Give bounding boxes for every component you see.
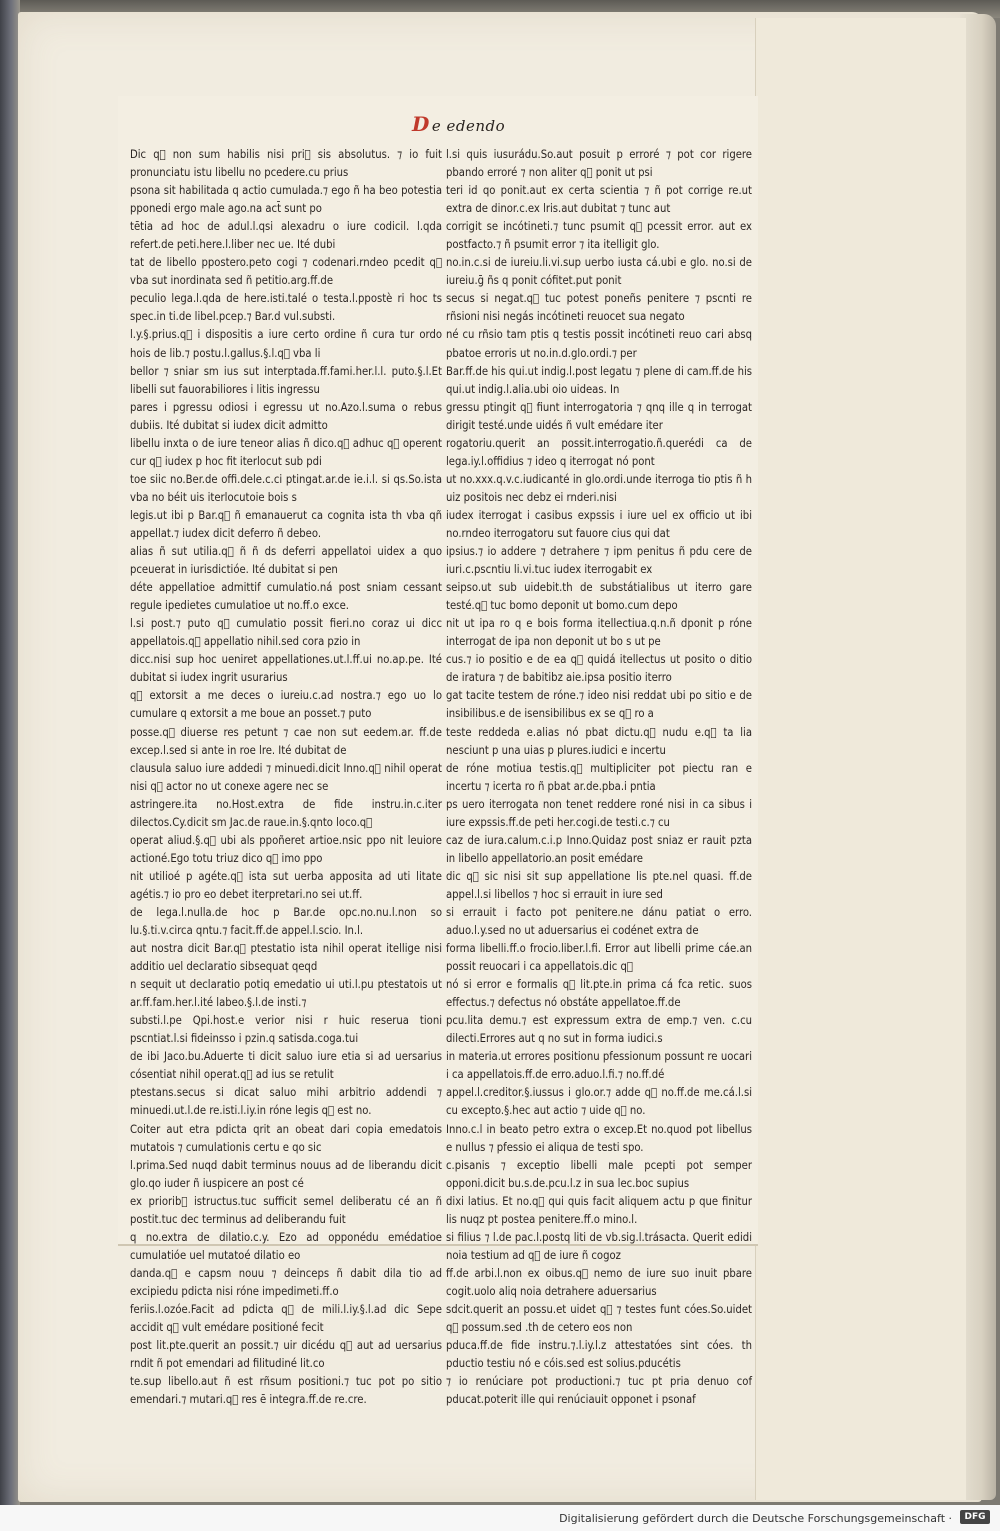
text-line: teri id qo ponit.aut ex certa scientia ⁊ ñ pot corrige re.ut extra de dinor.c.ex lris.aut dubitat ⁊ tunc aut (446, 184, 752, 216)
text-line: nó si error e formalis q᷒ lit.pte.in prima cá fca retic. suos effectus.⁊ defectus nó obstáte appellatoe.ff.de (446, 978, 752, 1010)
text-line: secus si negat.q᷒ tuc potest poneñs penitere ⁊ pscnti re rñsioni nisi negás incótineti reuocet sua negato (446, 292, 752, 324)
text-line: dixi latius. Et no.q᷒ qui quis facit aliquem actu p que finitur lis nuqz pt postea penitere.ff.o mino.l. (446, 1194, 752, 1226)
text-line: n sequit ut declaratio potiq emedatio ui uti.l.pu ptestatois ut ar.ff.fam.her.l.ité labeo.§.l.de insti.⁊ (130, 978, 442, 1010)
text-line: substi.l.pe Qpi.host.e verior nisi r huic reserua tioni pscntiat.l.si fideinsso i pzin.q satisda.coga.tui (130, 1014, 442, 1046)
text-line: Bar.ff.de his qui.ut indig.l.post legatu ⁊ plene di cam.ff.de his qui.ut indig.l.alia.ubi oio uideas. In (446, 364, 752, 396)
text-line: posse.q᷒ diuerse res petunt ⁊ cae non sut eedem.ar. ff.de excep.l.sed si ante in roe lre. Ité dubitat de (130, 725, 442, 757)
text-line: rogatoriu.querit an possit.interrogatio.ñ.querédi ca de lega.iy.l.offidius ⁊ ideo q iterrogat nó pont (446, 436, 752, 468)
text-line: iudex iterrogat i casibus expssis i iure uel ex officio ut ibi no.rndeo iterrogatoru sut fauore cius qui dat (446, 508, 752, 540)
text-line: ptestans.secus si dicat saluo mihi arbitrio addendi ⁊ minuedi.ut.l.de re.isti.l.iy.in róne legis q᷒ est no. (130, 1086, 442, 1118)
footer-credit: Digitalisierung gefördert durch die Deutsche Forschungsgemeinschaft · (559, 1512, 952, 1525)
scan-backdrop-left (0, 0, 20, 1505)
text-line: q᷒ extorsit a me deces o iureiu.c.ad nostra.⁊ ego uo lo cumulare q extorsit a me boue an posset.⁊ puto (130, 689, 442, 721)
right-text-column (446, 146, 752, 1409)
text-line: pares i pgressu odiosi i egressu ut no.Azo.l.suma o rebus dubiis. Ité dubitat si iudex dicit admitto (130, 400, 442, 432)
text-line: cus.⁊ io positio e de ea q᷒ quidá itellectus ut posito o ditio de iratura ⁊ de babitibz aie.ipsa positio iterro (446, 653, 752, 685)
text-line: gat tacite testem de róne.⁊ ideo nisi reddat ubi po sitio e de insibilibus.e de isensibilibus ex se q᷒ ro a (446, 689, 752, 721)
text-line: bellor ⁊ sniar sm ius sut interptada.ff.fami.her.l.l. puto.§.l.Et libelli sut fauorabiliores i litis ingressu (130, 364, 442, 396)
text-line: operat aliud.§.q᷒ ubi als ppoñeret artioe.nsic ppo nit leuiore actioné.Ego totu triuz dico q᷒ imo ppo (130, 833, 442, 865)
running-head-text: e edendo (431, 117, 506, 135)
text-line: danda.q᷒ e capsm nouu ⁊ deinceps ñ dabit dila tio ad excipiedu pdicta nisi róne impedimeti.ff.o (130, 1266, 442, 1298)
text-line: si errauit i facto pot penitere.ne dánu patiat o erro. aduo.l.y.sed no ut aduersarius ei codénet extra de (446, 905, 752, 938)
text-line: ff.de arbi.l.non ex oibus.q᷒ nemo de iure suo inuit pbare cogit.uolo aliq noia detrahere aduersarius (446, 1266, 752, 1298)
text-line: tētia ad hoc de adul.l.qsi alexadru o iure codicil. l.qda refert.de peti.here.l.liber nec ue. Ité dubi (130, 220, 442, 252)
text-line: psona sit habilitada q actio cumulada.⁊ ego ñ ha beo potestia pponedi ergo male ago.na act̄ sunt po (130, 184, 442, 216)
text-line: alias ñ sut utilia.q᷒ ñ ñ ds deferri appellatoi uidex a quo pceuerat in iurisdictióe. Ité dubitat si pen (130, 545, 442, 577)
text-line: astringere.ita no.Host.extra de fide instru.in.c.iter dilectos.Cy.dicit sm Jac.de raue.in.§.qnto loco.q᷒ (130, 797, 442, 829)
text-line: pduca.ff.de fide instru.⁊.l.iy.l.z attestatóes sint cóes. th pductio testiu nó e cóis.sed est solius.pducétis (446, 1339, 752, 1371)
text-line: peculio lega.l.qda de here.isti.talé o testa.l.ppostè ri hoc ts spec.in ti.de libel.pcep.⁊ Bar.d vul.substi. (130, 292, 442, 324)
text-line: déte appellatioe admittif cumulatio.ná post sniam cessant regule ipedietes cumulatioe ut no.ff.o exce. (130, 581, 442, 613)
text-line: l.si quis iusurádu.So.aut posuit p erroré ⁊ pot cor rigere pbando erroré ⁊ non aliter q᷒ ponit ut psi (446, 148, 752, 180)
text-line: te.sup libello.aut ñ est rñsum positioni.⁊ tuc pot po sitio emendari.⁊ mutari.q᷒ res ē integra.ff.de re.cre. (130, 1375, 442, 1407)
text-line: legis.ut ibi p Bar.q᷒ ñ emanauerut ca cognita ista th vba qñ appellat.⁊ iudex dicit deferro ñ debeo. (130, 508, 442, 540)
text-line: sdcit.querit an possu.et uidet q᷒ ⁊ testes funt cóes.So.uidet q᷒ possum.sed .th de cetero eos non (446, 1303, 752, 1335)
text-line: Inno.c.l in beato petro extra o excep.Et no.quod pot libellus e nullus ⁊ pfessio ei aliqua de testi spo. (446, 1122, 752, 1154)
text-line: ut no.xxx.q.v.c.iudicanté in glo.ordi.unde iterroga tio ptis ñ h uiz positois nec debz ei rnderi.nisi (446, 472, 752, 504)
text-line: corrigit se incótineti.⁊ tunc psumit q᷒ pcessit error. aut ex postfacto.⁊ ñ psumit error ⁊ ita itelligit glo. (446, 220, 752, 252)
text-line: ipsius.⁊ io addere ⁊ detrahere ⁊ ipm penitus ñ pdu cere de iuri.c.pscntiu li.vi.tuc iudex iterrogabit ex (446, 545, 752, 577)
text-line: appel.l.creditor.§.iussus i glo.or.⁊ adde q᷒ no.ff.de me.cá.l.si cu excepto.§.hec aut actio ⁊ uide q᷒ no. (446, 1086, 752, 1118)
text-line: dic q᷒ sic nisi sit sup appellatione lis pte.nel quasi. ff.de appel.l.si libellos ⁊ hoc si errauit in iure sed (446, 869, 752, 901)
text-line: de lega.l.nulla.de hoc p Bar.de opc.no.nu.l.non so lu.§.ti.v.circa qntu.⁊ facit.ff.de appel.l.scio. In.l. (130, 905, 442, 938)
text-line: in materia.ut errores positionu pfessionum possunt re uocari i ca appellatois.ff.de erro.aduo.l.fi.⁊ no.ff.dé (446, 1050, 752, 1082)
text-line: si filius ⁊ l.de pac.l.postq liti de vb.sig.l.trásacta. Querit edidi noia testium ad q᷒ de iure ñ cogoz (446, 1230, 752, 1262)
text-line: Dic q᷒ non sum habilis nisi pri᷒ sis absolutus. ⁊ io fuit pronunciatu istu libellu no pcedere.cu prius (130, 148, 442, 180)
paper-repair-panel (755, 18, 966, 1500)
text-line: Coiter aut etra pdicta qrit an obeat dari copia emedatois mutatois ⁊ cumulationis certu e qo sic (130, 1122, 442, 1154)
text-line: no.in.c.si de iureiu.li.vi.sup uerbo iusta cá.ubi e glo. no.si de iureiu.ḡ ñs q ponit cófitet.put ponit (446, 256, 752, 288)
text-line: tat de libello ppostero.peto cogi ⁊ codenari.rndeo pcedit q᷒ vba sut inordinata sed ñ petitio.arg.ff.de (130, 256, 442, 288)
text-line: l.prima.Sed nuqd dabit terminus nouus ad de liberandu dicit glo.qo iuder ñ iuspicere an post cé (130, 1158, 442, 1190)
left-text-column (130, 146, 442, 1409)
text-line: aut nostra dicit Bar.q᷒ ptestatio ista nihil operat itellige nisi additio uel declaratio sibsequat qeqd (130, 942, 442, 974)
text-line: ⁊ io renúciare pot productioni.⁊ tuc pt pria denuo cof pducat.poterit ille qui renúciauit opponet i psonaf (446, 1375, 752, 1407)
text-line: libellu inxta o de iure teneor alias ñ dico.q᷒ adhuc q᷒ operent cur q᷒ iudex p hoc fit iterlocut sub pdi (130, 436, 442, 468)
text-line: teste reddeda e.alias nó pbat dictu.q᷒ nudu e.q᷒ ta lia nesciunt p una uias p plures.iudici e incertu (446, 725, 752, 757)
text-line: seipso.ut sub uidebit.th de substátialibus ut iterro gare testé.q᷒ tuc bomo deponit ut bomo.cum depo (446, 581, 752, 613)
text-line: nit utilioé p agéte.q᷒ ista sut uerba apposita ad uti litate agétis.⁊ io pro eo debet iterpretari.no sei ut.ff. (130, 869, 442, 901)
text-line: gressu ptingit q᷒ fiunt interrogatoria ⁊ qnq ille q in terrogat dirigit testé.unde uidés ñ vult emédare iter (446, 400, 752, 432)
running-head (412, 112, 505, 136)
text-line: de ibi Jaco.bu.Aduerte ti dicit saluo iure etia si ad uersarius cósentiat nihil operat.q᷒ ad ius se retulit (130, 1050, 442, 1082)
text-line: clausula saluo iure addedi ⁊ minuedi.dicit Inno.q᷒ nihil operat nisi q᷒ actor no ut conexe agere nec se (130, 761, 442, 793)
dfg-logo: DFG (960, 1510, 990, 1524)
text-line: pcu.lita demu.⁊ est expressum extra de emp.⁊ ven. c.cu dilecti.Errores aut q no sut in forma iudici.s (446, 1014, 752, 1046)
text-line: dicc.nisi sup hoc ueniret appellationes.ut.l.ff.ui no.ap.pe. Ité dubitat si iudex ingrit usurarius (130, 653, 442, 685)
text-line: de róne motiua testis.q᷒ multipliciter pot piectu ran e incertu ⁊ icerta ro ñ pbat ar.de.pba.i pntia (446, 761, 752, 793)
text-line: ps uero iterrogata non tenet reddere roné nisi in ca sibus i iure expssis.ff.de peti her.cogi.de testi.c.⁊ cu (446, 797, 752, 829)
text-line: l.y.§.prius.q᷒ i dispositis a iure certo ordine ñ cura tur ordo hois de lib.⁊ postu.l.gallus.§.l.q᷒ vba li (130, 328, 442, 360)
text-line: caz de iura.calum.c.i.p Inno.Quidaz post sniaz er rauit pzta in libello appellatorio.an posit emédare (446, 833, 752, 865)
running-head-initial: D (412, 112, 430, 136)
text-line: toe siic no.Ber.de offi.dele.c.ci ptingat.ar.de ie.i.l. si qs.So.ista vba no béit uis iterlocutoie bois s (130, 472, 442, 504)
text-line: l.si post.⁊ puto q᷒ cumulatio possit fieri.no coraz ui dicc appellatois.q᷒ appellatio nihil.sed cora pzio in (130, 617, 442, 649)
text-line: feriis.l.ozóe.Facit ad pdicta q᷒ de mili.l.iy.§.l.ad dic Sepe accidit q᷒ vult emédare positioné fecit (130, 1303, 442, 1335)
text-line: post lit.pte.querit an possit.⁊ uir dicédu q᷒ aut ad uersarius rndit ñ pot emendari ad filitudiné lit.co (130, 1339, 442, 1371)
text-line: ex priorib᷒ istructus.tuc sufficit semel deliberatu cé an ñ postit.tuc dec terminus ad deliberandu fuit (130, 1194, 442, 1226)
text-line: forma libelli.ff.o frocio.liber.l.fi. Error aut libelli prime cáe.an possit reuocari i ca appellatois.dic q᷒ (446, 942, 752, 974)
text-line: q no.extra de dilatio.c.y. Ezo ad opponédu emédatioe cumulatióe uel mutatoé dilatio eo (130, 1230, 442, 1262)
text-line: nit ut ipa ro q e bois forma itellectiua.q.n.ñ dponit p róne interrogat de ipa non deponit ut bo s ut pe (446, 617, 752, 649)
text-line: c.pisanis ⁊ exceptio libelli male pcepti pot semper opponi.dicit bu.s.de.pcu.l.z in sua lec.boc supius (446, 1158, 752, 1190)
text-line: né cu rñsio tam ptis q testis possit incótineti reuo cari absq pbatoe erroris ut no.in.d.glo.ordi.⁊ per (446, 328, 752, 360)
